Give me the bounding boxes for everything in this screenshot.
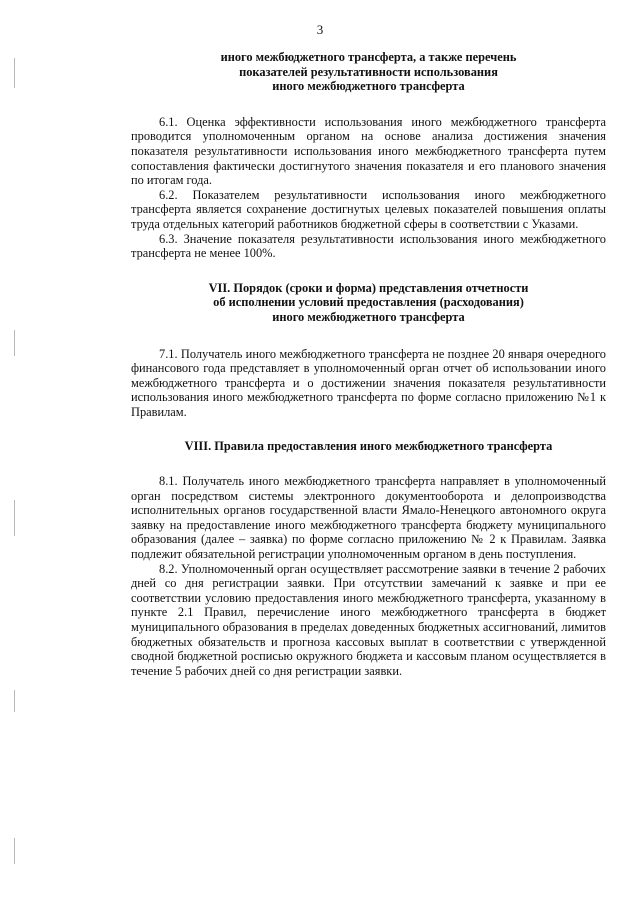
heading-line: иного межбюджетного трансферта — [272, 309, 465, 324]
section-heading-viii — [131, 439, 606, 454]
scan-margin-mark — [14, 58, 15, 88]
heading-line: показателей результативности использования — [239, 64, 498, 79]
section-heading-vii — [131, 281, 606, 325]
page-number: 3 — [316, 22, 324, 37]
paragraph-6-1: 6.1. Оценка эффективности использования иного межбюджетного трансферта проводится уполномоченным органом на основе анализа достижения значения показателя результативности использования иного межбюджетного трансферта путем сопоставления фактически достигнутого значения показателя и его планового значения по итогам года. — [131, 114, 606, 188]
heading-line: иного межбюджетного трансферта, а также перечень — [220, 50, 517, 64]
paragraph-8-2: 8.2. Уполномоченный орган осуществляет рассмотрение заявки в течение 2 рабочих дней со дня регистрации заявки. При отсутствии замечаний к заявке и при ее соответствии условию предоставления иного межбюджетного трансферта, указанному в пункте 2.1 Правил, перечисление иного межбюджетного трансферта в бюджет муниципального образования в пределах доведенных бюджетных ассигнований, лимитов бюджетных обязательств и прогноза кассовых выплат в соответствии с утвержденной сводной бюджетной росписью окружного бюджета и кассовым планом осуществляется в течение 5 рабочих дней со дня регистрации заявки. — [131, 561, 606, 678]
scan-margin-mark — [14, 690, 15, 712]
heading-line: иного межбюджетного трансферта — [272, 79, 465, 94]
paragraph-7-1: 7.1. Получатель иного межбюджетного трансферта не позднее 20 января очередного финансового года представляет в уполномоченный орган отчет об использовании иного межбюджетного трансферта и о достижении значения показателя результативности использования иного межбюджетного трансферта по форме согласно приложению №1 к Правилам. — [131, 346, 606, 419]
heading-line: об исполнении условий предоставления (расходования) — [213, 295, 524, 310]
scan-margin-mark — [14, 838, 15, 864]
scan-margin-mark — [14, 500, 15, 536]
document-body — [131, 50, 606, 678]
paragraph-6-3: 6.3. Значение показателя результативности использования иного межбюджетного трансферта не менее 100%. — [131, 231, 606, 261]
heading-line: VIII. Правила предоставления иного межбюджетного трансферта — [184, 439, 553, 454]
scan-margin-mark — [14, 330, 15, 356]
heading-line: VII. Порядок (сроки и форма) представления отчетности — [208, 280, 529, 295]
paragraph-6-2: 6.2. Показателем результативности использования иного межбюджетного трансферта является сохранение достигнутых целевых показателей повышения оплаты труда отдельных категорий работников бюджетной сферы в соответствии с Указами. — [131, 187, 606, 231]
paragraph-8-1: 8.1. Получатель иного межбюджетного трансферта направляет в уполномоченный орган посредством системы электронного документооборота и делопроизводства исполнительных органов государственной власти Ямало-Ненецкого автономного округа заявку на предоставление иного межбюджетного трансферта бюджету муниципального образования (далее – заявка) по форме согласно приложению № 2 к Правилам. Заявка подлежит обязательной регистрации уполномоченным органом в день поступления. — [131, 474, 606, 562]
section-heading-indicators — [131, 50, 606, 94]
